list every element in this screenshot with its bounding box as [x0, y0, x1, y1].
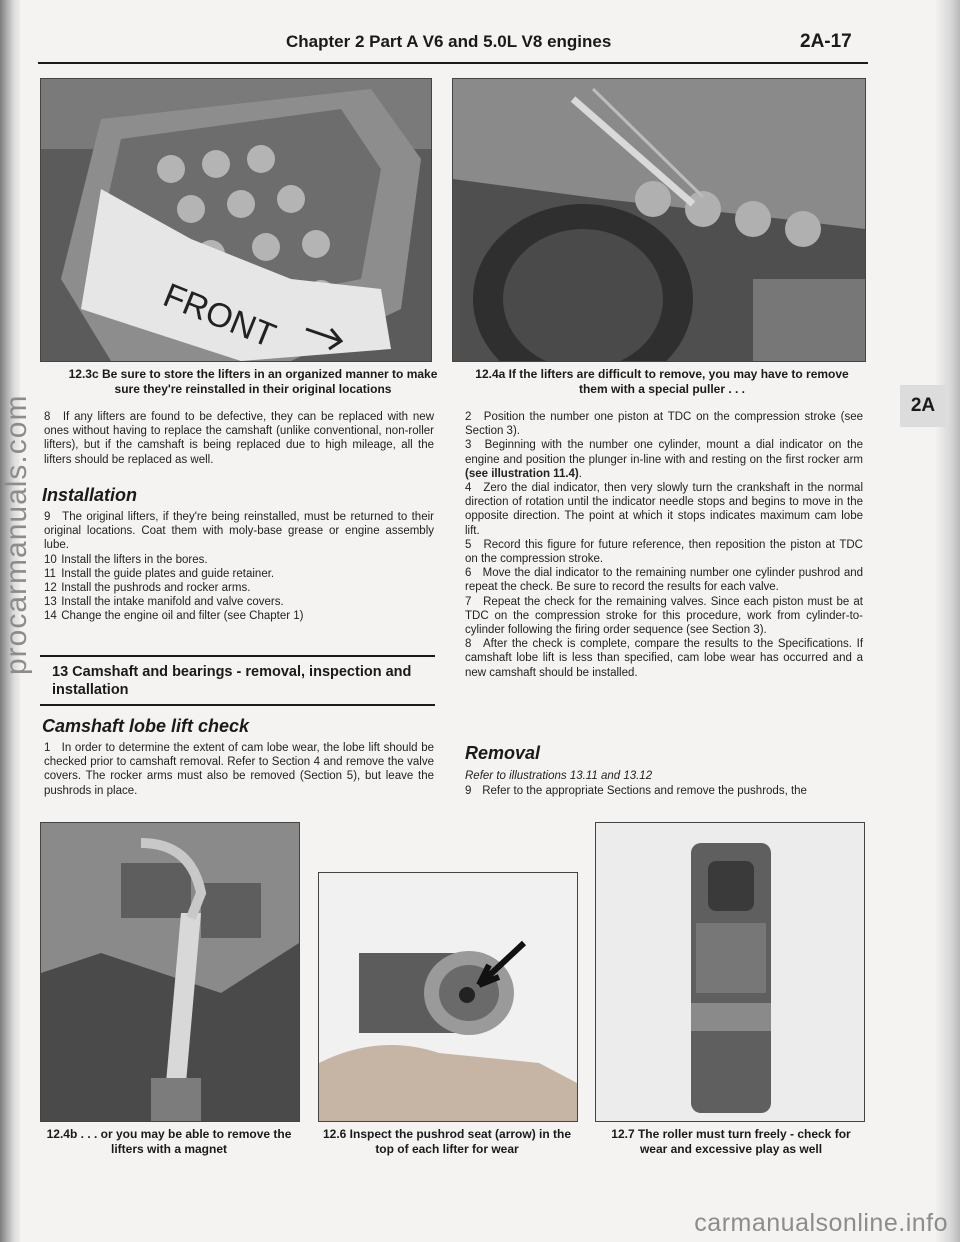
watermark-side: procarmanuals.com: [0, 394, 33, 676]
right-column: [465, 410, 863, 680]
removal-heading: Removal: [465, 743, 541, 763]
paragraph-7: 7 Repeat the check for the remaining valves. Since each piston must be at TDC on the compression stroke for this procedure, work from cylinder-to-cylinder following the firing order sequence (see Section 3).: [465, 595, 864, 637]
paragraph-10: 10 Install the lifters in the bores.: [44, 553, 208, 566]
page-header-title: Chapter 2 Part A V6 and 5.0L V8 engines: [286, 32, 612, 51]
paragraph-11: 11 Install the guide plates and guide retainer.: [44, 567, 275, 580]
caption-12-4a: 12.4a If the lifters are difficult to remove, you may have to remove them with a special puller . . .: [475, 367, 849, 396]
photo-lifter-puller: [452, 78, 866, 362]
paragraph-13: 13 Install the intake manifold and valve covers.: [44, 596, 284, 609]
page-edge-shadow: [936, 0, 960, 1242]
paragraph-4: 4 Zero the dial indicator, then very slowly turn the crankshaft in the normal direction of rotation until the indicator needle stops and begins to move in the opposite direction. The point at which it stops indicates maximum cam lobe lift.: [465, 482, 864, 537]
paragraph-8-right: 8 After the check is complete, compare the results to the Specifications. If camshaft lobe lift is less than specified, cam lobe wear has occurred and a new camshaft should be installed.: [465, 638, 864, 679]
caption-12-4b: 12.4b . . . or you may be able to remove the lifters with a magnet: [46, 1127, 292, 1156]
left-column-top: [44, 410, 434, 467]
removal-refer: Refer to illustrations 13.11 and 13.12: [465, 770, 653, 782]
paragraph-5: 5 Record this figure for future reference, then reposition the piston at TDC on the compression stroke.: [465, 538, 863, 566]
chapter-rule-bottom: [40, 704, 435, 706]
paragraph-3: 3 Beginning with the number one cylinder, mount a dial indicator on the engine and position the plunger in-line with and resting on the first rocker arm (see illustration 11.4).: [465, 439, 864, 480]
paragraph-8: 8 If any lifters are found to be defective, they can be replaced with new ones without having to replace the camshaft (unlike conventional, non-roller lifters), but if the camshaft is being replaced due to high mileage, all the lifters should be replaced as well.: [44, 411, 434, 466]
paragraph-9: 9 The original lifters, if they're being reinstalled, must be returned to their original locations. Coat them with moly-base grease or engine assembly lube.: [44, 511, 434, 552]
removal-text: [465, 784, 863, 798]
paragraph-2: 2 Position the number one piston at TDC on the compression stroke (see Section 3).: [465, 411, 863, 438]
photo-pushrod-seat: [318, 872, 578, 1122]
chapter-rule-top: [40, 655, 435, 657]
photo-lifter-magnet: [40, 822, 300, 1122]
paragraph-12: 12 Install the pushrods and rocker arms.: [44, 582, 251, 595]
paragraph-14: 14 Change the engine oil and filter (see Chapter 1): [44, 610, 304, 623]
caption-12-7: 12.7 The roller must turn freely - check for wear and excessive play as well: [611, 1127, 851, 1156]
lobe-lift-heading: Camshaft lobe lift check: [42, 716, 250, 736]
caption-12-6: 12.6 Inspect the pushrod seat (arrow) in the top of each lifter for wear: [322, 1127, 572, 1156]
paragraph-9-right: 9 Refer to the appropriate Sections and remove the pushrods, the: [465, 785, 807, 797]
paragraph-1: 1 In order to determine the extent of cam lobe wear, the lobe lift should be checked prior to camshaft removal. Refer to Section 4 and remove the valve covers. The rocker arms must also be removed (Section 5), but leave the pushrods in place.: [44, 742, 434, 797]
photo-roller-lifter: [595, 822, 865, 1122]
chapter-tab: 2A: [900, 385, 946, 427]
front-label: FRONT: [158, 276, 281, 356]
watermark-bottom: carmanualsonline.info: [694, 1209, 948, 1237]
paragraph-6: 6 Move the dial indicator to the remaining number one cylinder pushrod and repeat the check. Be sure to record the results for each valve.: [465, 567, 864, 594]
lobe-lift-text: [44, 741, 434, 798]
installation-steps: [44, 510, 434, 624]
caption-12-3c: 12.3c Be sure to store the lifters in an organized manner to make sure they're reinstalled in their original locations: [68, 367, 438, 396]
installation-heading: Installation: [42, 485, 138, 505]
section-13-heading: 13 Camshaft and bearings - removal, inspection and installation: [52, 664, 412, 698]
header-rule: [38, 62, 868, 64]
page-number: 2A-17: [800, 31, 852, 52]
photo-lifters-stored: [40, 78, 432, 362]
